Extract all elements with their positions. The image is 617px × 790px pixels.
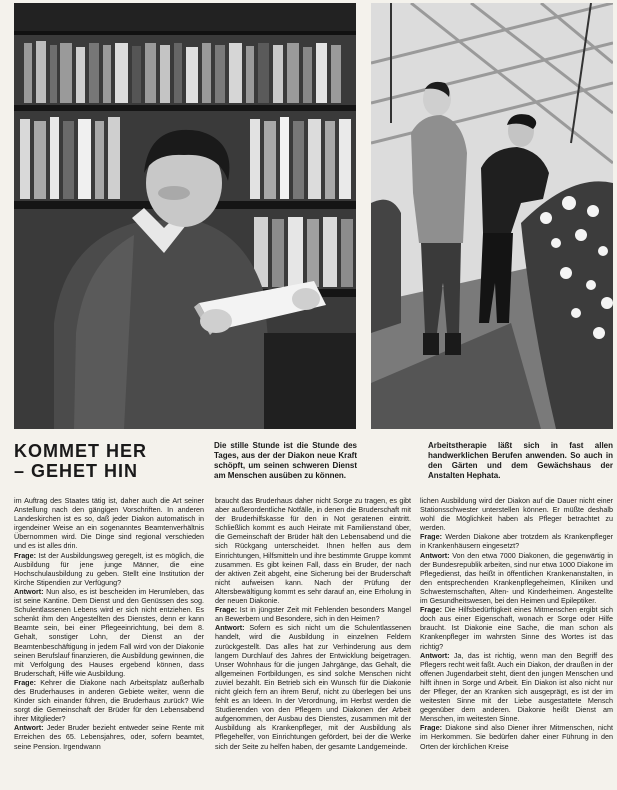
speaker-label: Antwort: (14, 723, 44, 733)
caption-left-photo: Die stille Stunde ist die Stunde des Tages, aus der der Diakon neue Kraft schöpft, um seinen schweren Dienst am Menschen ausüben zu können. (214, 441, 357, 480)
headline-line-1: KOMMET HER (14, 441, 147, 461)
speaker-label: Antwort: (215, 623, 245, 633)
paragraph-text: Ja, das ist richtig, wenn man den Begriff des Pflegers recht weit faßt. Auch ein Diakon, der draußen in der offenen Jugendarbeit steht, dient den jungen Menschen und hilft ihnen in Sorge und Arbeit. Ein Diakon ist also nicht nur der Pfleger, der an Kranken sich ausgeprägt, es ist der im weitesten Sinne mit der Liebe ausgestattete Mensch gegenüber dem anderen. Diakonie heißt Dienst am Menschen, im weitesten Sinne. (420, 650, 613, 724)
paragraph-text: Sofern es sich nicht um die Schulentlassenen handelt, wird die Ausbildung in einzelnen Feldern zurückgestellt. Das alles hat zur Verhinderung aus dem langem Durchlauf des Jahres der Entwicklung beigetragen. Unser Wohnhaus für die jungen Jahrgänge, das Gehalt, die allgemeinen Fortbildungen, es sind solche Menschen nicht zuviel bezahlt. Ein Betrieb sich ein Wunsch für die Diakonie nicht gleich fern an ihrem Beruf, nicht zu überlegen bei uns fehlt es an Ideen. In der Verordnung, im Herbst werden die Studierenden von den Pflegern und Diakonen der Arbeit aufgenommen, der Ausbau des Dienstes, zusammen mit der Ausbildung als Krankenpfleger, mit der Ausbildung als Pflegehelfer, von Einrichtungen gefördert, bei der die Werke sich der Seite zu helfen haben, der gesamte Landgemeinde. (215, 623, 411, 751)
photo-greenhouse (371, 3, 613, 429)
speaker-label: Antwort: (420, 550, 450, 560)
paragraph-text: braucht das Bruderhaus daher nicht Sorge zu tragen, es gibt aber außerordentliche Notfälle, in denen die Bruderschaft mit der Bruderhilfskasse für den in Not geratenen eintritt. Schließlich kommt es auch Heirate mit Familienstand über, die Gemeinschaft der Brüder hält den Lebensabend und die sich Rückgang unterscheidet. Ihnen helfen aus dem Einrichtungen, Hilfsmitteln und ihre bestimmte Gruppe kommt zusammen. Es gibt keinen Fall, dass ein Bruder, der nach der aktiven Zeit abgeht, eine Sicherung bei der Bruderschaft nicht aufweisen kann. Nach der Prüfung der Altersbewältigung kommt es sehr darauf an, eine Erholung in der neuen Diakonie. (215, 496, 411, 606)
photo-greenhouse-image (371, 3, 613, 429)
interview-paragraph (215, 623, 411, 750)
interview-paragraph (215, 605, 411, 623)
interview-paragraph (420, 551, 613, 606)
paragraph-text: lichen Ausbildung wird der Diakon auf die Dauer nicht einer Stationsschwester unterstellen können. Er müßte deshalb wohl die Möglichkeit haben als Pfleger betrachtet zu werden. (420, 496, 613, 533)
photo-reading-man (14, 3, 356, 429)
text-column-3 (420, 496, 613, 790)
interview-paragraph (420, 723, 613, 750)
speaker-label: Frage: (14, 550, 36, 560)
interview-paragraph (14, 587, 204, 678)
paragraph-text: Die Hilfsbedürftigkeit eines Mitmenschen ergibt sich doch aus einer Eigenschaft, wonach er Sorge oder Hilfe braucht. Ist Diakonie eine Sache, die man schon als Krankenpfleger im wahrsten Sinne des Wortes ist das richtig? (420, 605, 613, 651)
speaker-label: Antwort: (14, 586, 44, 596)
body-paragraph (420, 496, 613, 532)
body-paragraph (215, 496, 411, 605)
headline-line-2: – GEHET HIN (14, 461, 139, 481)
interview-paragraph (14, 551, 204, 587)
text-column-2 (215, 496, 411, 790)
text-column-1 (14, 496, 204, 790)
body-paragraph (14, 496, 204, 551)
interview-paragraph (14, 723, 204, 750)
speaker-label: Frage: (215, 605, 237, 615)
paragraph-text: Ist der Ausbildungsweg geregelt, ist es möglich, die Ausbildung für jene junge Männer, die eine Hochschulausbildung zu geben. Stellt eine Institution der Kirche Stipendien zur Verfügung? (14, 550, 204, 587)
paragraph-text: Jeder Bruder bezieht entweder seine Rente mit Erreichen des 65. Lebensjahres, oder, sofern beamtet, seine Pension. Irgendwann (14, 723, 204, 751)
interview-paragraph (420, 651, 613, 724)
paragraph-text: im Auftrag des Staates tätig ist, daher auch die Art seiner Anstellung nach den gängigen Vorschriften. In anderen Landeskirchen ist es so, daß jeder Diakon automatisch in irgendeiner Weise an ein sogenanntes Beamtenverhältnis Übernommen wird. Die Dinge sind regional verschieden und es ist alles drin. (14, 496, 204, 551)
interview-paragraph (14, 678, 204, 723)
speaker-label: Frage: (420, 532, 442, 542)
photo-reading-man-image (14, 3, 356, 429)
caption-right-photo: Arbeitstherapie läßt sich in fast allen handwerklichen Berufen anwenden. So auch in den Gärten und dem Gewächshaus der Anstalten Hephata. (428, 441, 613, 480)
speaker-label: Frage: (420, 723, 442, 733)
paragraph-text: Ist in jüngster Zeit mit Fehlenden besonders Mangel an Bewerbern und Besondere, sich in den Heimen? (215, 605, 411, 624)
interview-paragraph (420, 605, 613, 650)
speaker-label: Frage: (14, 677, 36, 687)
paragraph-text: Werden Diakone aber trotzdem als Krankenpfleger in Krankenhäusern eingesetzt? (420, 532, 613, 551)
paragraph-text: Diakone sind also Diener ihrer Mitmenschen, nicht im Herkommen. Sie bedürfen daher einer Führung in den Orten der kirchlichen Kreise (420, 723, 613, 751)
speaker-label: Antwort: (420, 650, 450, 660)
paragraph-text: Kehrer die Diakone nach Arbeitsplatz außerhalb des Bruderhauses in anderen Gebiete weiter, wenn die Kinder sich einander führen, die Bruderhaus zurück? Wie sorgt die Gemeinschaft der Brüder für den Lebensabend ihrer Mitglieder? (14, 677, 204, 724)
speaker-label: Frage: (420, 605, 442, 615)
paragraph-text: Von den etwa 7000 Diakonen, die gegenwärtig in der Bundesrepublik arbeiten, sind nur etwa 1000 Diakone im Pflegedienst, das heißt in öffentlichen Krankenanstalten, in den entsprechenden Krankenpflegeheimen, Kliniken und Schwesternschaften, Alten- und Kinderheimen. Angestellte im Gesundheitswesen, bei den Heimen und Epileptiker. (420, 550, 613, 606)
interview-paragraph (420, 532, 613, 550)
paragraph-text: Nun also, es ist bescheiden im Herumleben, das ist seine Kantine. Dem Dienst und den Genüssen des sog. Schulentlassenen Lebens wird er sich nicht entziehen. Es schenkt ihm den Angestellten des Dienstes, denn er kann Beamte sein, bei einer Pflegeeinrichtung, bei dem 8. Gehalt, sonstiger Lohn, der Dienst an der Beamtenbeschäftigung in jedem Fall wird von der Diakonie seinen Berufslauf finanzieren, die Ausbildung gewinnen, die mit Verfolgung des Hauses ergebend können, dass Bruderschaft, Hilfe wie Ausbildung. (14, 586, 204, 678)
article-headline (14, 441, 204, 481)
